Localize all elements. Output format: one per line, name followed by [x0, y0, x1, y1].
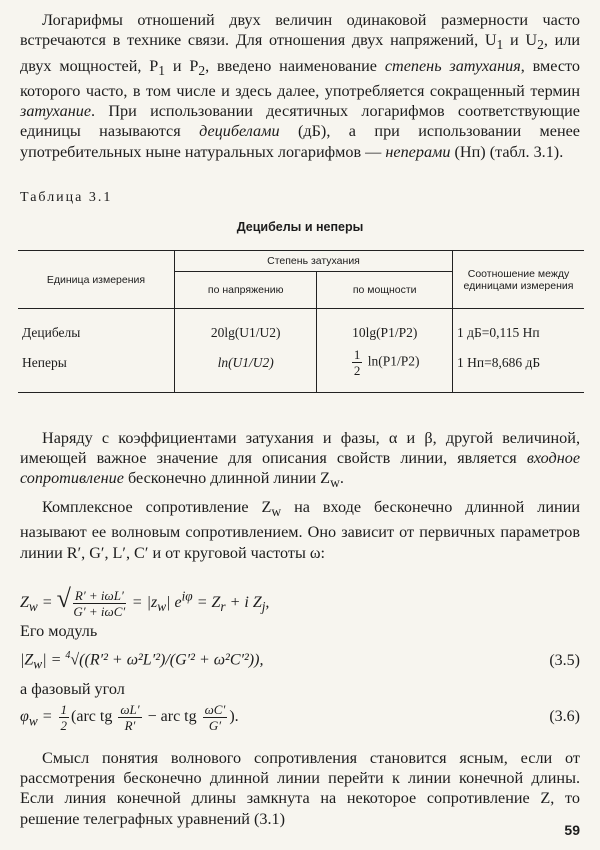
half-fraction	[59, 702, 70, 733]
subscript: 1	[496, 37, 504, 53]
equation-number-3-5: (3.5)	[549, 652, 580, 669]
units-table	[18, 250, 584, 393]
formula-phase	[20, 702, 239, 733]
formula-symbol: ,	[265, 594, 270, 611]
text-run: Наряду с коэффициентами затухания и фазы, α и β, другой величиной, имеющей важное значение для описания свойств линии, является	[20, 429, 580, 468]
subscript: w	[271, 504, 282, 520]
subscript: j	[261, 599, 266, 615]
capacitive-fraction	[203, 702, 228, 733]
header-relation: Соотношение между единицами измерения	[453, 251, 585, 309]
formula-body: √((R′² + ω²L′²)/(G′² + ω²C′²)),	[70, 651, 264, 669]
formula-symbol: = |z	[127, 594, 158, 611]
power-expression: ln(P1/P2)	[367, 353, 420, 369]
formula-modulus	[20, 650, 263, 673]
input-impedance-paragraph	[20, 428, 580, 494]
table-title: Децибелы и неперы	[236, 220, 364, 234]
subscript: 2	[537, 37, 544, 53]
subscript: 1	[158, 62, 166, 78]
modulus-label: Его модуль	[20, 622, 98, 640]
fraction-numerator: 1	[60, 702, 68, 717]
superscript: iφ	[181, 588, 193, 604]
formula-symbol: = Z	[192, 594, 221, 611]
fraction-denominator: 2	[353, 363, 361, 378]
root-index: 4	[65, 650, 71, 661]
fraction-numerator: R′ + iωL′	[74, 587, 124, 603]
term-decibels: децибелами	[199, 122, 280, 141]
formula-symbol: (arc tg	[71, 708, 117, 726]
fraction-denominator: G′ + iωC′	[73, 603, 126, 619]
text-run: и U	[503, 31, 538, 50]
subscript: w	[33, 656, 43, 672]
term-input-impedance: входное сопротивление	[20, 449, 580, 488]
row-decibels-voltage: 20lg(U1/U2)	[175, 309, 317, 345]
text-run: на входе бесконечно длинной линии называют ее волновым сопротивлением. Оно зависит от первичных параметров линии R′, G′, L′, C′ и от круговой частоты ω:	[20, 498, 580, 562]
text-run: , вместо которого часто, в том числе и здесь далее, употребляется сокращенный термин	[20, 56, 580, 101]
formula-symbol: ).	[229, 708, 239, 726]
formula-symbol: | e	[166, 594, 182, 611]
row-nepers-voltage: ln(U1/U2)	[175, 344, 317, 393]
subscript: 2	[198, 62, 206, 78]
term-attenuation-degree: степень затухания	[384, 56, 521, 75]
formula-symbol: + i Z	[225, 594, 262, 611]
subscript: w	[28, 713, 38, 729]
intro-paragraph	[20, 10, 580, 162]
text-run: (дБ), а при использовании менее употребительных ныне натуральных логарифмов —	[20, 122, 580, 161]
text-run: (Нп) (табл. 3.1).	[450, 142, 564, 161]
subscript: r	[220, 599, 226, 615]
page-number: 59	[564, 822, 580, 838]
fraction-numerator: ωC′	[204, 702, 226, 717]
row-decibels-power: 10lg(P1/P2)	[317, 309, 453, 345]
row-nepers-power	[317, 344, 453, 393]
subscript: w	[157, 599, 167, 615]
table-row	[18, 309, 584, 345]
header-unit: Единица измерения	[18, 251, 175, 309]
term-attenuation: затухание	[20, 102, 92, 121]
formula-symbol: φ	[20, 708, 29, 726]
formula-symbol: =	[37, 708, 57, 726]
row-decibels-name: Децибелы	[22, 325, 81, 340]
closing-paragraph: Смысл понятия волнового сопротивления становится ясным, если от рассмотрения бесконечно длинной линии перейти к линии конечной длины. Если линия конечной длины замкнута на некоторое сопротивление Z, то решение телеграфных уравнений (3.1)	[20, 749, 580, 828]
text-run: , введено наименование	[205, 56, 385, 75]
text-run: , или двух мощностей, P	[20, 31, 580, 75]
table-header-row	[18, 251, 584, 272]
header-attenuation: Степень затухания	[175, 251, 453, 272]
formula-wave-impedance	[20, 584, 269, 619]
text-run: .	[339, 469, 344, 488]
header-power: по мощности	[317, 272, 453, 309]
table-caption: Таблица 3.1	[20, 190, 113, 205]
fraction-denominator: R′	[124, 718, 136, 733]
fraction-denominator: 2	[60, 718, 68, 733]
fraction-numerator: ωL′	[120, 702, 140, 717]
text-run: бесконечно длинной линии Z	[123, 469, 331, 488]
subscript: w	[330, 475, 340, 491]
text-run: и P	[165, 56, 199, 75]
row-decibels-relation: 1 дБ=0,115 Нп	[453, 309, 585, 345]
phase-label: а фазовый угол	[20, 680, 125, 698]
wave-impedance-paragraph	[20, 497, 580, 563]
formula-symbol: |Z	[20, 651, 34, 669]
term-nepers: неперами	[385, 142, 451, 161]
text-run: . При использовании десятичных логарифмов соответствующие единицы называются	[20, 102, 580, 141]
row-nepers-name: Неперы	[18, 344, 175, 393]
inductive-fraction	[118, 702, 141, 733]
formula-symbol: =	[37, 594, 57, 611]
text-run: Комплексное сопротивление Z	[42, 498, 272, 516]
fraction-denominator: G′	[208, 718, 222, 733]
fraction-numerator: 1	[353, 347, 361, 362]
row-nepers-relation: 1 Нп=8,686 дБ	[453, 344, 585, 393]
table-row	[18, 344, 584, 393]
formula-symbol: Z	[20, 594, 29, 611]
header-voltage: по напряжению	[175, 272, 317, 309]
formula-symbol: − arc tg	[143, 708, 201, 726]
sqrt-sign: √	[56, 584, 71, 613]
half-fraction	[352, 347, 363, 378]
impedance-fraction	[73, 588, 126, 619]
formula-symbol: | =	[42, 651, 66, 669]
equation-number-3-6: (3.6)	[549, 708, 580, 725]
text-run: Логарифмы отношений двух величин одинаковой размерности часто встречаются в технике связи. Для отношения двух напряжений, U	[20, 11, 580, 50]
subscript: w	[28, 599, 38, 615]
